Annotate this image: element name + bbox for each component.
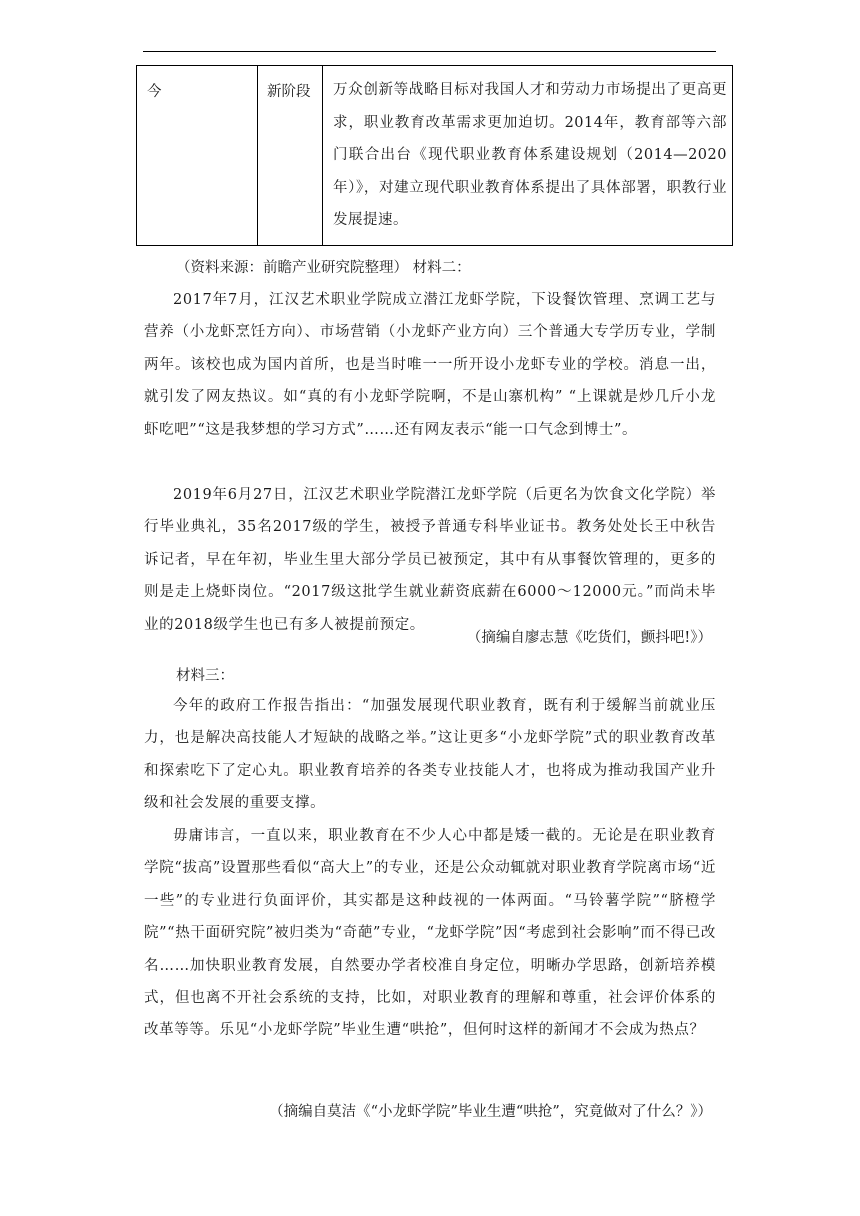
table-divider — [257, 66, 258, 245]
table-cell-era: 今 — [147, 84, 162, 100]
material3-paragraph-2: 毋庸讳言，一直以来，职业教育在不少人心中都是矮一截的。无论是在职业教育学院“拔高”设置那些看似“高大上”的专业，还是公众动辄就对职业教育学院离市场“近一些”的专业进行负面评价，其实都是这种歧视的一体两面。“马铃薯学院”“脐橙学院”“热干面研究院”被归类为“奇葩”专业，“龙虾学院”因“考虑到社会影响”而不得已改名……加快职业教育发展，自然要办学者校准自身定位，明晰办学思路，创新培养模式，但也离不开社会系统的支持，比如，对职业教育的理解和尊重，社会评价体系的改革等等。乐见“小龙虾学院”毕业生遭“哄抢”，但何时这样的新闻才不会成为热点？ — [144, 828, 716, 1039]
table-cell-description: 万众创新等战略目标对我国人才和劳动力市场提出了更高更求，职业教育改革需求更加迫切。2014年，教育部等六部门联合出台《现代职业教育体系建设规划（2014—2020年）》，对建立现代职业教育体系提出了具体部署，职教行业发展提速。 — [333, 82, 727, 228]
source-note: （资料来源：前瞻产业研究院整理） 材料二： — [176, 260, 471, 276]
material3-paragraph-1: 今年的政府工作报告指出：“加强发展现代职业教育，既有利于缓解当前就业压力，也是解决高技能人才短缺的战略之举。”这让更多“小龙虾学院”式的职业教育改革和探索吃下了定心丸。职业教育培养的各类专业技能人才，也将成为推动我国产业升级和社会发展的重要支撑。 — [144, 698, 716, 812]
material3-citation: （摘编自莫洁《“小龙虾学院”毕业生遭“哄抢”，究竟做对了什么？》） — [269, 1104, 712, 1120]
history-table — [136, 65, 733, 246]
material2-paragraph-2: 2019年6月27日，江汉艺术职业学院潜江龙虾学院（后更名为饮食文化学院）举行毕业典礼，35名2017级的学生，被授予普通专科毕业证书。教务处处长王中秋告诉记者，早在年初，毕业生里大部分学员已被预定，其中有从事餐饮管理的，更多的则是走上烧虾岗位。“2017级这批学生就业薪资底薪在6000～12000元。”而尚未毕业的2018级学生也已有多人被提前预定。 — [144, 487, 716, 633]
material3-heading: 材料三： — [176, 668, 234, 684]
table-cell-stage: 新阶段 — [267, 84, 311, 100]
table-divider — [322, 66, 323, 245]
material2-citation: （摘编自廖志慧《吃货们，颤抖吧!》） — [466, 630, 712, 646]
material2-paragraph-1: 2017年7月，江汉艺术职业学院成立潜江龙虾学院，下设餐饮管理、烹调工艺与营养（小龙虾烹饪方向）、市场营销（小龙虾产业方向）三个普通大专学历专业，学制两年。该校也成为国内首所，也是当时唯一一所开设小龙虾专业的学校。消息一出，就引发了网友热议。如“真的有小龙虾学院啊，不是山寨机构” “上课就是炒几斤小龙虾吃吧”“这是我梦想的学习方式”……还有网友表示“能一口气念到博士”。 — [144, 292, 716, 438]
header-rule — [143, 51, 716, 52]
